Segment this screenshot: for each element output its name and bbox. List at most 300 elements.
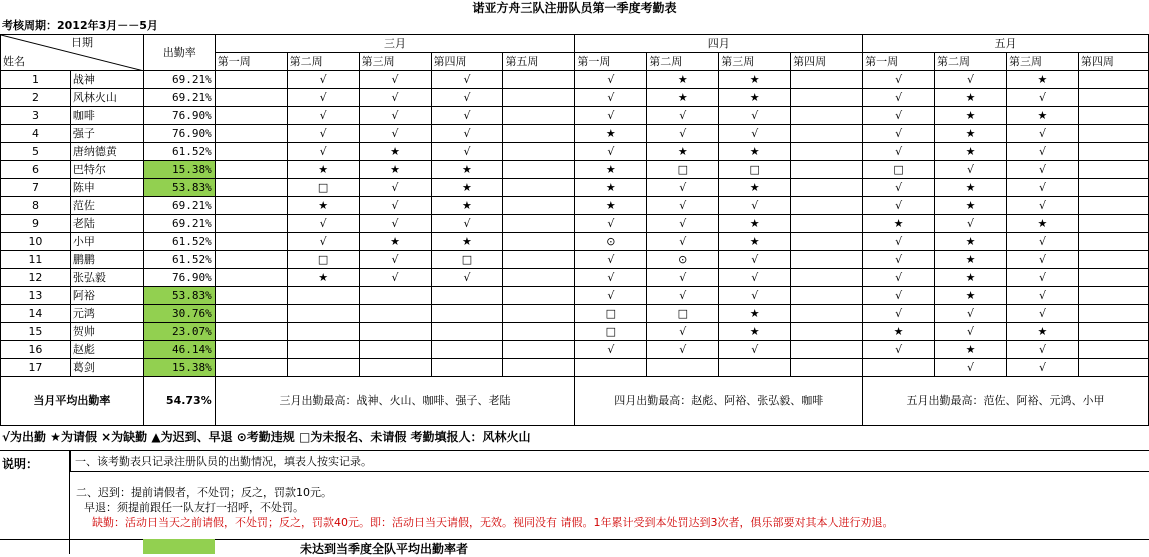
attendance-mark: √ [431, 89, 503, 107]
sheet-title: 诺亚方舟三队注册队员第一季度考勤表 [472, 1, 677, 15]
attendance-mark: ★ [935, 251, 1007, 269]
attendance-mark: □ [575, 305, 647, 323]
attendance-mark: √ [575, 71, 647, 89]
attendance-mark: √ [647, 125, 719, 143]
attendance-mark: ★ [719, 233, 791, 251]
attendance-rate: 76.90% [143, 107, 215, 125]
attendance-mark: √ [647, 341, 719, 359]
attendance-mark [1078, 71, 1148, 89]
attendance-mark: □ [575, 323, 647, 341]
attendance-table [0, 34, 1149, 426]
attendance-mark: √ [359, 89, 431, 107]
attendance-mark [359, 359, 431, 377]
row-number: 6 [1, 161, 71, 179]
note-line-1: 一、该考勤表只记录注册队员的出勤情况，填表人按实记录。 [70, 450, 1149, 472]
attendance-mark: √ [431, 143, 503, 161]
attendance-mark: √ [863, 269, 935, 287]
attendance-mark: ★ [287, 269, 359, 287]
member-name: 元鸿 [70, 305, 143, 323]
attendance-mark: √ [575, 215, 647, 233]
attendance-rate: 23.07% [143, 323, 215, 341]
member-name: 陈申 [70, 179, 143, 197]
row-number: 3 [1, 107, 71, 125]
attendance-mark: √ [287, 71, 359, 89]
attendance-mark [215, 161, 287, 179]
attendance-mark: √ [359, 251, 431, 269]
note-line-4: 缺勤：活动日当天之前请假，不处罚；反之，罚款40元。即：活动日当天请假，无效。视同没有 请假。1年累计受到本处罚达到3次者，俱乐部要对其本人进行劝退。 [92, 516, 894, 529]
attendance-mark: √ [359, 197, 431, 215]
attendance-mark [215, 359, 287, 377]
attendance-mark: √ [719, 269, 791, 287]
member-name: 葛剑 [70, 359, 143, 377]
attendance-mark [791, 341, 863, 359]
row-number: 17 [1, 359, 71, 377]
attendance-mark: √ [359, 71, 431, 89]
attendance-mark: ★ [719, 71, 791, 89]
row-number: 14 [1, 305, 71, 323]
date-label: 日期 [71, 36, 93, 49]
attendance-mark [215, 215, 287, 233]
attendance-rate: 53.83% [143, 287, 215, 305]
attendance-mark [791, 305, 863, 323]
attendance-mark: ★ [1006, 71, 1078, 89]
attendance-mark [287, 359, 359, 377]
attendance-mark: √ [863, 89, 935, 107]
attendance-mark [791, 233, 863, 251]
attendance-mark: ★ [431, 233, 503, 251]
member-name: 范佐 [70, 197, 143, 215]
attendance-rate: 61.52% [143, 143, 215, 161]
attendance-mark: √ [575, 89, 647, 107]
attendance-mark: √ [287, 89, 359, 107]
average-label: 当月平均出勤率 [1, 377, 144, 426]
attendance-mark: √ [863, 305, 935, 323]
attendance-mark: √ [1006, 197, 1078, 215]
attendance-rate: 76.90% [143, 125, 215, 143]
member-name: 赵彪 [70, 341, 143, 359]
attendance-mark [791, 197, 863, 215]
attendance-mark: ★ [359, 233, 431, 251]
assessment-period: 考核周期：2012年3月－－5月 [2, 19, 158, 32]
attendance-mark: √ [863, 125, 935, 143]
attendance-mark: ★ [575, 197, 647, 215]
attendance-mark [215, 233, 287, 251]
attendance-mark [431, 305, 503, 323]
attendance-mark: √ [575, 143, 647, 161]
attendance-mark: √ [719, 251, 791, 269]
attendance-mark [215, 107, 287, 125]
week-header-april-4: 第四周 [791, 53, 863, 71]
attendance-mark [1078, 323, 1148, 341]
attendance-rate: 61.52% [143, 251, 215, 269]
attendance-mark: ★ [647, 89, 719, 107]
attendance-mark [791, 269, 863, 287]
attendance-mark [503, 359, 575, 377]
week-header-may-1: 第一周 [863, 53, 935, 71]
attendance-mark [215, 341, 287, 359]
attendance-mark [503, 107, 575, 125]
table-row [1, 233, 1149, 251]
attendance-mark: √ [431, 107, 503, 125]
attendance-rate: 61.52% [143, 233, 215, 251]
attendance-mark: □ [287, 179, 359, 197]
attendance-mark [215, 71, 287, 89]
attendance-mark: √ [935, 323, 1007, 341]
attendance-mark: √ [431, 269, 503, 287]
table-row [1, 125, 1149, 143]
attendance-mark [503, 233, 575, 251]
attendance-mark [503, 323, 575, 341]
attendance-mark: √ [287, 215, 359, 233]
attendance-mark: □ [647, 161, 719, 179]
attendance-mark: ★ [575, 161, 647, 179]
week-header-april-3: 第三周 [719, 53, 791, 71]
attendance-mark [791, 359, 863, 377]
attendance-mark [503, 251, 575, 269]
attendance-mark [503, 305, 575, 323]
attendance-mark [215, 251, 287, 269]
attendance-mark [503, 197, 575, 215]
attendance-rate: 76.90% [143, 269, 215, 287]
attendance-mark: ★ [575, 179, 647, 197]
attendance-mark [359, 305, 431, 323]
attendance-mark [791, 251, 863, 269]
attendance-mark: ★ [719, 143, 791, 161]
table-row [1, 89, 1149, 107]
row-number: 4 [1, 125, 71, 143]
attendance-mark: √ [287, 125, 359, 143]
attendance-mark: ★ [935, 269, 1007, 287]
attendance-mark [791, 143, 863, 161]
member-name: 巴特尔 [70, 161, 143, 179]
attendance-mark: ⊙ [575, 233, 647, 251]
member-name: 鹏鹏 [70, 251, 143, 269]
attendance-mark [503, 125, 575, 143]
attendance-mark: √ [431, 215, 503, 233]
attendance-mark: ★ [1006, 323, 1078, 341]
member-name: 战神 [70, 71, 143, 89]
notes-label: 说明： [2, 457, 39, 471]
attendance-mark: ★ [935, 341, 1007, 359]
attendance-mark [791, 215, 863, 233]
attendance-mark [287, 305, 359, 323]
attendance-mark: ★ [935, 125, 1007, 143]
row-number: 1 [1, 71, 71, 89]
attendance-mark: ★ [287, 197, 359, 215]
attendance-mark [215, 125, 287, 143]
week-header-march-3: 第三周 [359, 53, 431, 71]
attendance-mark: ★ [1006, 215, 1078, 233]
average-value: 54.73% [143, 377, 215, 426]
attendance-mark: √ [863, 143, 935, 161]
attendance-mark [1078, 89, 1148, 107]
attendance-mark: ⊙ [647, 251, 719, 269]
footer-legend-text: 未达到当季度全队平均出勤率者 [300, 542, 469, 556]
attendance-mark [287, 287, 359, 305]
attendance-mark [359, 341, 431, 359]
attendance-rate: 15.38% [143, 359, 215, 377]
attendance-mark [1078, 341, 1148, 359]
row-number: 12 [1, 269, 71, 287]
attendance-mark [503, 341, 575, 359]
attendance-mark [215, 269, 287, 287]
best-march: 三月出勤最高：战神、火山、咖啡、强子、老陆 [215, 377, 575, 426]
attendance-mark: ★ [575, 125, 647, 143]
attendance-mark [1078, 197, 1148, 215]
attendance-mark: √ [575, 341, 647, 359]
row-number: 16 [1, 341, 71, 359]
attendance-mark: √ [647, 233, 719, 251]
attendance-mark: ★ [935, 233, 1007, 251]
attendance-rate: 69.21% [143, 71, 215, 89]
attendance-mark [791, 125, 863, 143]
attendance-mark: √ [1006, 89, 1078, 107]
member-name: 老陆 [70, 215, 143, 233]
attendance-mark: √ [359, 269, 431, 287]
attendance-mark: □ [863, 161, 935, 179]
attendance-mark [1078, 305, 1148, 323]
week-header-march-4: 第四周 [431, 53, 503, 71]
attendance-mark [791, 179, 863, 197]
green-swatch [143, 539, 215, 554]
attendance-mark [431, 359, 503, 377]
attendance-mark [503, 287, 575, 305]
attendance-mark [1078, 179, 1148, 197]
attendance-mark: √ [647, 287, 719, 305]
attendance-mark: ★ [647, 143, 719, 161]
attendance-mark [575, 359, 647, 377]
attendance-mark: √ [935, 215, 1007, 233]
attendance-mark: □ [431, 251, 503, 269]
attendance-mark [215, 143, 287, 161]
rate-header: 出勤率 [143, 35, 215, 71]
attendance-mark [431, 287, 503, 305]
attendance-mark: √ [359, 215, 431, 233]
attendance-mark [791, 107, 863, 125]
attendance-mark: ★ [719, 323, 791, 341]
attendance-mark: √ [1006, 125, 1078, 143]
attendance-mark: ★ [359, 161, 431, 179]
table-row [1, 143, 1149, 161]
attendance-mark: √ [863, 197, 935, 215]
table-row [1, 269, 1149, 287]
attendance-mark: √ [647, 107, 719, 125]
attendance-mark: √ [863, 251, 935, 269]
table-row [1, 341, 1149, 359]
attendance-mark: ★ [719, 179, 791, 197]
week-header-march-2: 第二周 [287, 53, 359, 71]
attendance-mark: ★ [719, 89, 791, 107]
attendance-mark: √ [719, 341, 791, 359]
attendance-mark: √ [647, 269, 719, 287]
attendance-mark [791, 287, 863, 305]
attendance-mark: √ [647, 215, 719, 233]
name-label: 姓名 [3, 55, 25, 68]
month-header-april: 四月 [575, 35, 863, 53]
attendance-mark: ★ [935, 287, 1007, 305]
attendance-mark: √ [359, 179, 431, 197]
attendance-mark: ★ [431, 161, 503, 179]
attendance-mark: √ [1006, 269, 1078, 287]
attendance-mark [287, 323, 359, 341]
attendance-mark: √ [1006, 359, 1078, 377]
attendance-mark: □ [647, 305, 719, 323]
attendance-mark: √ [287, 143, 359, 161]
attendance-mark: √ [863, 107, 935, 125]
attendance-mark [215, 89, 287, 107]
attendance-mark: √ [647, 323, 719, 341]
table-row [1, 305, 1149, 323]
attendance-mark [503, 143, 575, 161]
attendance-mark: ★ [647, 71, 719, 89]
attendance-mark: √ [575, 287, 647, 305]
member-name: 贺帅 [70, 323, 143, 341]
week-header-may-3: 第三周 [1006, 53, 1078, 71]
attendance-mark: ★ [935, 179, 1007, 197]
row-number: 15 [1, 323, 71, 341]
attendance-mark [647, 359, 719, 377]
attendance-mark: √ [935, 71, 1007, 89]
table-row [1, 107, 1149, 125]
attendance-mark [359, 323, 431, 341]
row-number: 10 [1, 233, 71, 251]
attendance-mark: √ [863, 233, 935, 251]
attendance-rate: 69.21% [143, 215, 215, 233]
attendance-mark: √ [863, 341, 935, 359]
attendance-mark: √ [359, 125, 431, 143]
attendance-mark [791, 89, 863, 107]
week-header-april-2: 第二周 [647, 53, 719, 71]
attendance-mark: √ [719, 197, 791, 215]
week-header-may-4: 第四周 [1078, 53, 1148, 71]
attendance-mark: √ [863, 71, 935, 89]
attendance-mark: □ [719, 161, 791, 179]
attendance-mark: √ [647, 179, 719, 197]
attendance-mark: √ [287, 233, 359, 251]
attendance-mark: √ [1006, 305, 1078, 323]
week-header-march-5: 第五周 [503, 53, 575, 71]
row-number: 9 [1, 215, 71, 233]
attendance-mark [503, 71, 575, 89]
attendance-mark [791, 323, 863, 341]
attendance-mark [431, 341, 503, 359]
attendance-rate: 69.21% [143, 197, 215, 215]
member-name: 阿裕 [70, 287, 143, 305]
attendance-mark [287, 341, 359, 359]
attendance-mark: √ [575, 107, 647, 125]
attendance-mark [791, 161, 863, 179]
attendance-rate: 30.76% [143, 305, 215, 323]
attendance-mark [1078, 359, 1148, 377]
date-name-header [1, 35, 144, 71]
attendance-mark [1078, 251, 1148, 269]
best-april: 四月出勤最高：赵彪、阿裕、张弘毅、咖啡 [575, 377, 863, 426]
attendance-mark [503, 179, 575, 197]
attendance-mark: √ [863, 287, 935, 305]
attendance-mark: √ [719, 125, 791, 143]
attendance-mark: √ [431, 125, 503, 143]
attendance-mark: √ [1006, 251, 1078, 269]
attendance-mark: ★ [935, 107, 1007, 125]
week-header-march-1: 第一周 [215, 53, 287, 71]
attendance-mark [503, 269, 575, 287]
member-name: 风林火山 [70, 89, 143, 107]
attendance-mark [1078, 233, 1148, 251]
attendance-mark: ★ [431, 197, 503, 215]
attendance-mark: ★ [1006, 107, 1078, 125]
attendance-mark [215, 323, 287, 341]
row-number: 8 [1, 197, 71, 215]
week-header-april-1: 第一周 [575, 53, 647, 71]
attendance-mark [1078, 287, 1148, 305]
attendance-mark: ★ [863, 323, 935, 341]
attendance-rate: 69.21% [143, 89, 215, 107]
attendance-mark: √ [575, 269, 647, 287]
attendance-mark [215, 197, 287, 215]
attendance-mark: √ [935, 359, 1007, 377]
member-name: 咖啡 [70, 107, 143, 125]
attendance-mark: √ [719, 287, 791, 305]
member-name: 唐纳德黄 [70, 143, 143, 161]
attendance-mark [215, 287, 287, 305]
attendance-mark: ★ [359, 143, 431, 161]
attendance-mark: ★ [431, 179, 503, 197]
attendance-mark: ★ [287, 161, 359, 179]
attendance-mark: √ [647, 197, 719, 215]
attendance-mark: √ [719, 107, 791, 125]
attendance-mark [215, 305, 287, 323]
table-row [1, 251, 1149, 269]
attendance-mark: √ [1006, 341, 1078, 359]
attendance-mark [1078, 215, 1148, 233]
attendance-mark: √ [359, 107, 431, 125]
attendance-mark: □ [287, 251, 359, 269]
row-number: 11 [1, 251, 71, 269]
attendance-mark [1078, 143, 1148, 161]
note-line-3: 早退：须提前跟任一队友打一招呼，不处罚。 [84, 501, 304, 514]
attendance-mark: √ [287, 107, 359, 125]
member-name: 强子 [70, 125, 143, 143]
attendance-mark [1078, 125, 1148, 143]
table-row [1, 323, 1149, 341]
table-row [1, 197, 1149, 215]
attendance-mark: ★ [719, 305, 791, 323]
notes-body [76, 485, 894, 530]
row-number: 5 [1, 143, 71, 161]
month-header-march: 三月 [215, 35, 575, 53]
attendance-mark [791, 71, 863, 89]
attendance-rate: 53.83% [143, 179, 215, 197]
table-row [1, 287, 1149, 305]
week-header-may-2: 第二周 [935, 53, 1007, 71]
attendance-mark [359, 287, 431, 305]
table-row [1, 161, 1149, 179]
member-name: 小甲 [70, 233, 143, 251]
table-row [1, 179, 1149, 197]
attendance-mark: √ [1006, 233, 1078, 251]
attendance-mark [215, 179, 287, 197]
attendance-mark [431, 323, 503, 341]
best-may: 五月出勤最高：范佐、阿裕、元鸿、小甲 [863, 377, 1149, 426]
attendance-mark: ★ [935, 197, 1007, 215]
table-row [1, 71, 1149, 89]
attendance-mark: ★ [863, 215, 935, 233]
attendance-rate: 15.38% [143, 161, 215, 179]
table-row [1, 215, 1149, 233]
attendance-mark [503, 89, 575, 107]
attendance-mark: ★ [719, 215, 791, 233]
row-number: 7 [1, 179, 71, 197]
